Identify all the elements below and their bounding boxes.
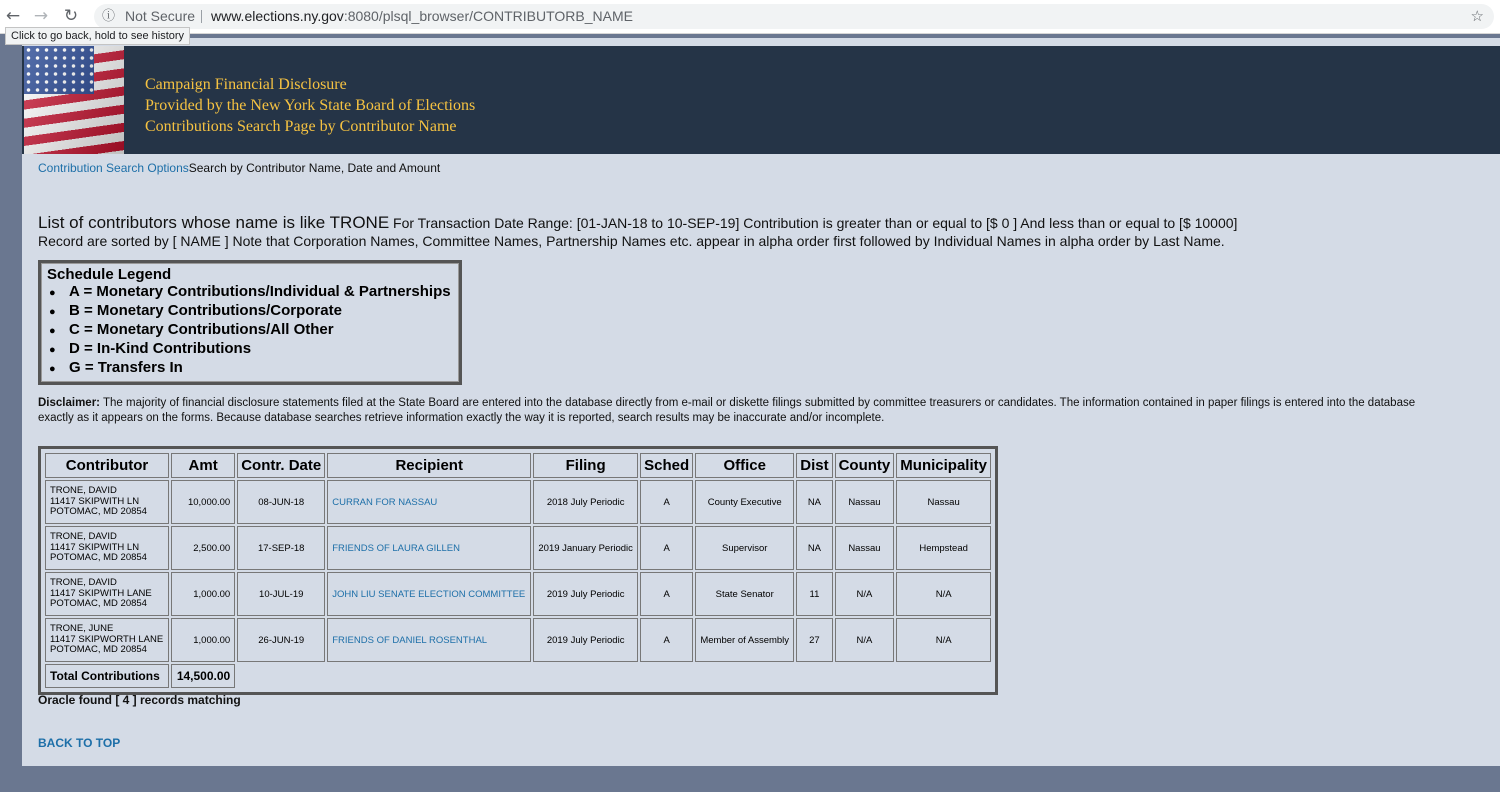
column-header: Municipality — [896, 453, 991, 478]
county-cell: N/A — [835, 572, 895, 616]
security-label: Not Secure — [125, 8, 196, 24]
schedule-cell: A — [640, 480, 693, 524]
recipient-cell — [327, 526, 531, 570]
municipality-cell: Nassau — [896, 480, 991, 524]
municipality-cell: N/A — [896, 572, 991, 616]
contributor-address: 11417 SKIPWITH LANE — [50, 587, 152, 599]
column-header: Contributor — [45, 453, 169, 478]
amount-cell: 10,000.00 — [171, 480, 235, 524]
arrow-left-icon[interactable]: ← — [5, 6, 21, 26]
breadcrumb — [38, 161, 440, 175]
url-path: :8080/plsql_browser/CONTRIBUTORB_NAME — [343, 8, 633, 24]
recipient-link[interactable]: CURRAN FOR NASSAU — [332, 496, 438, 508]
recipient-link[interactable]: FRIENDS OF DANIEL ROSENTHAL — [332, 634, 488, 646]
legend-item — [41, 283, 459, 302]
contributor-city: POTOMAC, MD 20854 — [50, 506, 147, 518]
banner-line-2: Provided by the New York State Board of Elections — [145, 97, 476, 114]
recipient-cell — [327, 572, 531, 616]
table-row — [45, 526, 991, 570]
column-header: Amt — [171, 453, 235, 478]
legend-list — [41, 283, 459, 378]
column-header: Recipient — [327, 453, 531, 478]
schedule-legend — [38, 260, 462, 385]
district-cell: 11 — [796, 572, 832, 616]
total-label: Total Contributions — [45, 664, 169, 688]
contributor-city: POTOMAC, MD 20854 — [50, 552, 147, 564]
total-value: 14,500.00 — [171, 664, 235, 688]
schedule-cell: A — [640, 618, 693, 662]
contributor-cell — [45, 480, 169, 524]
contributor-name: TRONE, JUNE — [50, 623, 114, 635]
legend-item-text: A = Monetary Contributions/Individual & Partnerships — [69, 283, 451, 300]
bullet-icon: ● — [49, 344, 56, 356]
date-cell: 17-SEP-18 — [237, 526, 325, 570]
breadcrumb-current: Search by Contributor Name, Date and Amount — [188, 161, 441, 175]
search-summary — [38, 214, 1478, 250]
office-cell: Member of Assembly — [695, 618, 794, 662]
date-cell: 26-JUN-19 — [237, 618, 325, 662]
municipality-cell: Hempstead — [896, 526, 991, 570]
american-flag-logo — [24, 46, 124, 154]
schedule-cell: A — [640, 526, 693, 570]
search-summary-range: For Transaction Date Range: [01-JAN-18 to 10-SEP-19] Contribution is greater than or equal to [$ 0 ] And less than or equal to [$ 10000] — [389, 215, 1238, 231]
arrow-right-icon[interactable]: → — [33, 6, 49, 26]
column-header: Filing — [533, 453, 638, 478]
contributor-address: 11417 SKIPWITH LN — [50, 495, 140, 507]
banner-line-1: Campaign Financial Disclosure — [145, 76, 347, 93]
legend-title: Schedule Legend — [47, 266, 172, 283]
column-header: Contr. Date — [237, 453, 325, 478]
county-cell: N/A — [835, 618, 895, 662]
sort-note: Record are sorted by [ NAME ] Note that Corporation Names, Committee Names, Partnership Names etc. appear in alpha order first followed by Individual Names in alpha order by Last Name. — [38, 233, 1225, 249]
contributor-name: TRONE, DAVID — [50, 577, 117, 589]
legend-item — [41, 321, 459, 340]
contributor-name: TRONE, DAVID — [50, 485, 117, 497]
contributor-name: TRONE, DAVID — [50, 531, 117, 543]
office-cell: State Senator — [695, 572, 794, 616]
municipality-cell: N/A — [896, 618, 991, 662]
county-cell: Nassau — [835, 480, 895, 524]
record-count: Oracle found [ 4 ] records matching — [38, 693, 241, 707]
county-cell: Nassau — [835, 526, 895, 570]
column-header: Sched — [640, 453, 693, 478]
bullet-icon: ● — [49, 306, 56, 318]
address-bar[interactable] — [94, 4, 1494, 29]
district-cell: NA — [796, 526, 832, 570]
table-row — [45, 572, 991, 616]
back-tooltip: Click to go back, hold to see history — [5, 27, 190, 45]
amount-cell: 1,000.00 — [171, 618, 235, 662]
total-filler — [237, 664, 991, 688]
recipient-link[interactable]: FRIENDS OF LAURA GILLEN — [332, 542, 460, 554]
bullet-icon: ● — [49, 287, 56, 299]
legend-item-text: D = In-Kind Contributions — [69, 340, 252, 357]
office-cell: County Executive — [695, 480, 794, 524]
url-text[interactable] — [211, 4, 633, 29]
table-row — [45, 480, 991, 524]
legend-item-text: B = Monetary Contributions/Corporate — [69, 302, 342, 319]
filing-cell: 2019 July Periodic — [533, 618, 638, 662]
results-table-frame — [38, 446, 998, 695]
legend-item-text: G = Transfers In — [69, 359, 183, 376]
district-cell: NA — [796, 480, 832, 524]
schedule-cell: A — [640, 572, 693, 616]
legend-item-text: C = Monetary Contributions/All Other — [69, 321, 334, 338]
banner-line-3: Contributions Search Page by Contributor Name — [145, 118, 457, 135]
table-header-row — [45, 453, 991, 478]
column-header: Office — [695, 453, 794, 478]
page-content — [22, 38, 1500, 766]
date-cell: 08-JUN-18 — [237, 480, 325, 524]
contributor-cell — [45, 618, 169, 662]
office-cell: Supervisor — [695, 526, 794, 570]
column-header: County — [835, 453, 895, 478]
back-to-top-link[interactable]: BACK TO TOP — [38, 736, 121, 750]
bullet-icon: ● — [49, 325, 56, 337]
contributor-address: 11417 SKIPWORTH LANE — [50, 633, 164, 645]
search-options-link[interactable]: Contribution Search Options — [38, 161, 189, 175]
total-row — [45, 664, 991, 688]
recipient-cell — [327, 618, 531, 662]
contributor-address: 11417 SKIPWITH LN — [50, 541, 140, 553]
disclaimer — [38, 396, 1500, 425]
column-header: Dist — [796, 453, 832, 478]
contributor-cell — [45, 572, 169, 616]
filing-cell: 2019 January Periodic — [533, 526, 638, 570]
results-table — [43, 451, 993, 690]
search-summary-name: List of contributors whose name is like TRONE — [38, 213, 390, 232]
legend-item — [41, 302, 459, 321]
bullet-icon: ● — [49, 363, 56, 375]
banner-title — [145, 74, 475, 137]
info-icon[interactable]: ⓘ — [102, 9, 116, 24]
district-cell: 27 — [796, 618, 832, 662]
disclaimer-text-2: exactly as it appears on the forms. Because database searches retrieve information exactly the way it is reported, search results may be inaccurate and/or incomplete. — [38, 411, 885, 424]
filing-cell: 2018 July Periodic — [533, 480, 638, 524]
filing-cell: 2019 July Periodic — [533, 572, 638, 616]
legend-item — [41, 340, 459, 359]
browser-toolbar — [0, 0, 1500, 34]
contributor-cell — [45, 526, 169, 570]
legend-item — [41, 359, 459, 378]
amount-cell: 1,000.00 — [171, 572, 235, 616]
disclaimer-label: Disclaimer: — [38, 397, 101, 409]
date-cell: 10-JUL-19 — [237, 572, 325, 616]
header-banner — [22, 46, 1500, 154]
flag-shade — [24, 46, 124, 154]
recipient-cell — [327, 480, 531, 524]
contributor-city: POTOMAC, MD 20854 — [50, 644, 147, 656]
table-row — [45, 618, 991, 662]
reload-icon[interactable]: ↻ — [63, 6, 79, 26]
url-host: www.elections.ny.gov — [211, 8, 344, 24]
address-separator — [201, 10, 202, 23]
contributor-city: POTOMAC, MD 20854 — [50, 598, 147, 610]
recipient-link[interactable]: JOHN LIU SENATE ELECTION COMMITTEE — [332, 588, 526, 600]
star-icon[interactable]: ☆ — [1470, 7, 1484, 25]
disclaimer-text-1: The majority of financial disclosure statements filed at the State Board are entered into the database directly from e-mail or diskette filings submitted by committee treasurers or candidates. The information contained in paper filings is entered into the database — [100, 397, 1416, 409]
amount-cell: 2,500.00 — [171, 526, 235, 570]
